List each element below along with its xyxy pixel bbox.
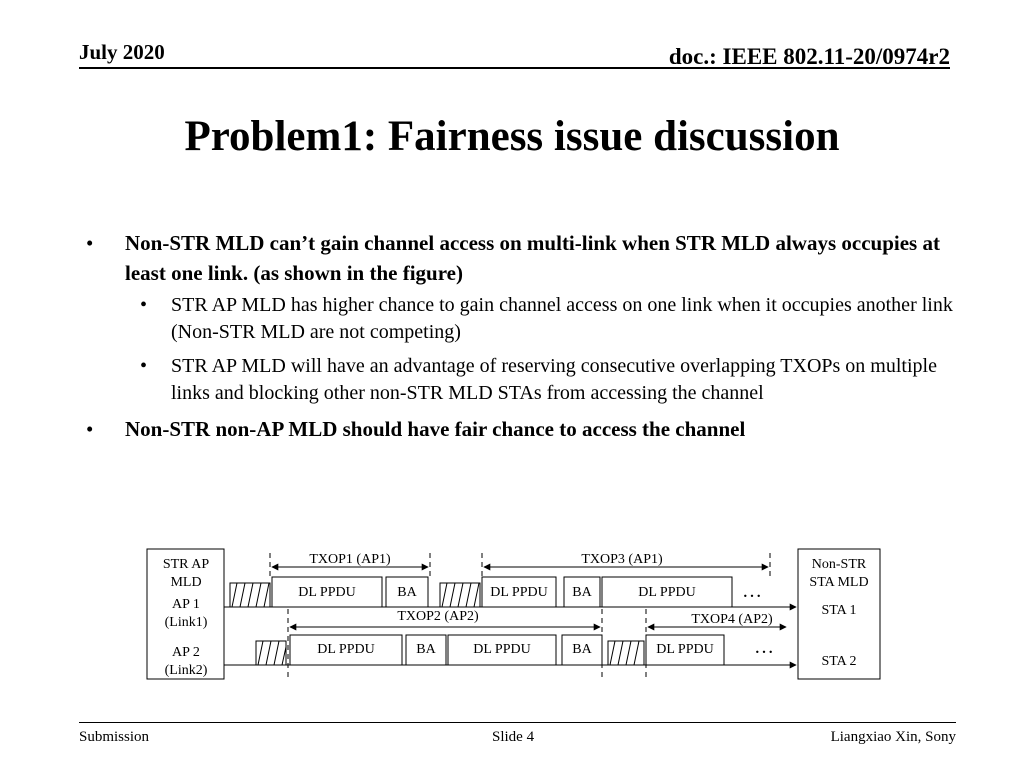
frame-label: BA xyxy=(572,585,592,600)
link2-frame-4 xyxy=(562,635,602,665)
txop1-label: TXOP1 (AP1) xyxy=(309,552,391,567)
frame-label: DL PPDU xyxy=(656,642,714,657)
txop3-arrow xyxy=(484,552,768,567)
non-str-label: Non-STR xyxy=(811,557,867,572)
frame-label: DL PPDU xyxy=(317,642,375,657)
bullet-text: Non-STR non-AP MLD should have fair chance to access the channel xyxy=(125,417,746,441)
frame-label: BA xyxy=(572,642,592,657)
header-doc-id: doc.: IEEE 802.11-20/0974r2 xyxy=(668,44,950,69)
link2-frame-1 xyxy=(290,635,402,665)
ap1-label: AP 1 xyxy=(172,597,200,612)
bullet-icon: • xyxy=(86,231,94,255)
link1-frame-3 xyxy=(482,577,556,607)
frame-label: BA xyxy=(397,585,417,600)
frame-label: DL PPDU xyxy=(638,585,696,600)
footer-submission: Submission xyxy=(79,729,150,745)
link2-frame-2 xyxy=(406,635,446,665)
bullet-icon: • xyxy=(140,355,148,377)
frame-label: BA xyxy=(416,642,436,657)
bullet-item-2 xyxy=(86,414,966,444)
str-ap-label: STR AP xyxy=(162,557,210,572)
sub-bullet-item-2 xyxy=(86,353,966,407)
link2-label: (Link2) xyxy=(164,663,208,678)
link2-frame-3 xyxy=(448,635,556,665)
link1-frame-4 xyxy=(564,577,600,607)
txop3-label: TXOP3 (AP1) xyxy=(581,552,663,567)
sta-mld-label: STA MLD xyxy=(809,575,869,590)
bullet-text: STR AP MLD has higher chance to gain channel access on one link when it occupies another link (Non-STR MLD are not competing) xyxy=(171,294,953,343)
footer-author: Liangxiao Xin, Sony xyxy=(830,729,956,745)
link1-label: (Link1) xyxy=(164,615,208,630)
txop2-label: TXOP2 (AP2) xyxy=(397,609,479,624)
sta1-label: STA 1 xyxy=(821,603,857,618)
link2-backoff-slots-1 xyxy=(256,641,286,665)
bullet-item-1 xyxy=(86,228,966,288)
bullet-icon: • xyxy=(140,294,148,316)
txop-timing-diagram xyxy=(146,547,882,683)
bullet-text: Non-STR MLD can’t gain channel access on multi-link when STR MLD always occupies at least one link. (as shown in the figure) xyxy=(125,231,940,285)
link2-backoff-slots-2 xyxy=(608,641,644,665)
link1-ellipsis: … xyxy=(742,580,762,602)
mld-label: MLD xyxy=(170,575,202,590)
bullet-list xyxy=(86,228,966,448)
link1-frame-2 xyxy=(386,577,428,607)
txop4-label: TXOP4 (AP2) xyxy=(691,612,773,627)
link1-backoff-slots-2 xyxy=(440,583,480,607)
txop1-arrow xyxy=(272,552,428,567)
frame-label: DL PPDU xyxy=(490,585,548,600)
sub-bullet-item-1 xyxy=(86,292,966,346)
non-str-sta-mld-box xyxy=(798,549,880,679)
frame-label: DL PPDU xyxy=(473,642,531,657)
header-divider xyxy=(79,67,950,69)
link1-backoff-slots-1 xyxy=(230,583,270,607)
bullet-icon: • xyxy=(86,417,94,441)
link1-frame-1 xyxy=(272,577,382,607)
link2-ellipsis: … xyxy=(754,636,774,658)
sta2-label: STA 2 xyxy=(821,654,857,669)
txop2-arrow xyxy=(290,609,600,627)
link2-frame-5 xyxy=(646,635,724,665)
footer-slide-number: Slide 4 xyxy=(492,729,535,745)
frame-label: DL PPDU xyxy=(298,585,356,600)
str-ap-mld-box xyxy=(147,549,224,679)
txop4-arrow xyxy=(648,612,786,627)
header-date: July 2020 xyxy=(79,40,165,64)
bullet-text: STR AP MLD will have an advantage of reserving consecutive overlapping TXOPs on multiple links and blocking other non-STR MLD STAs from accessing the channel xyxy=(171,355,937,404)
ap2-label: AP 2 xyxy=(172,645,200,660)
slide-title: Problem1: Fairness issue discussion xyxy=(184,113,840,160)
link1-frame-5 xyxy=(602,577,732,607)
footer-divider xyxy=(79,722,956,723)
